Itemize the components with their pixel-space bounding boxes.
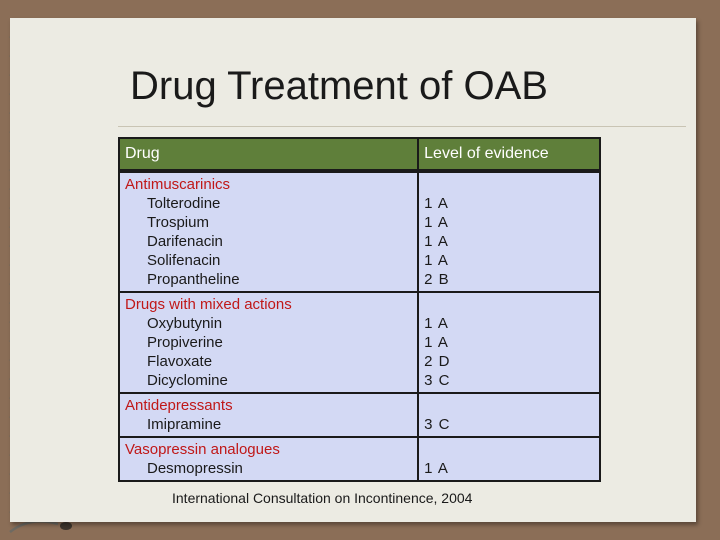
drug-name: Desmopressin [147,460,243,477]
drug-class-label: Antimuscarinics [125,176,231,193]
header-drug: Drug [119,138,418,171]
drug-name: Solifenacin [147,252,221,269]
evidence-level: 1 A [424,334,449,351]
drug-name: Propiverine [147,334,223,351]
drug-cell [119,393,418,437]
drug-name: Trospium [147,214,209,231]
title-divider [118,126,686,127]
drug-name: Propantheline [147,271,240,288]
evidence-level: 1 A [424,233,449,250]
evidence-level: 1 A [424,252,449,269]
punch-hole [60,522,72,530]
evidence-level: 2 B [424,271,450,288]
drug-class-label: Drugs with mixed actions [125,296,292,313]
level-cell [418,437,600,481]
level-cell [418,393,600,437]
level-cell [418,171,600,292]
drug-name: Darifenacin [147,233,223,250]
drug-name: Tolterodine [147,195,221,212]
source-citation: International Consultation on Incontinence, 2004 [172,490,473,506]
level-cell [418,292,600,393]
drug-class-label: Antidepressants [125,397,233,414]
drug-name: Flavoxate [147,353,213,370]
table-row [119,292,600,393]
spiral-coil [10,521,58,532]
evidence-level: 3 C [424,372,451,389]
drug-table [118,137,601,482]
drug-cell [119,171,418,292]
table-row [119,393,600,437]
table-row [119,437,600,481]
header-level-of-evidence: Level of evidence [418,138,600,171]
evidence-level: 2 D [424,353,451,370]
evidence-level: 1 A [424,195,449,212]
drug-name: Oxybutynin [147,315,223,332]
evidence-level: 1 A [424,460,449,477]
drug-name: Imipramine [147,416,222,433]
drug-cell [119,437,418,481]
evidence-level: 3 C [424,416,451,433]
drug-class-label: Vasopressin analogues [125,441,280,458]
table-header-row [119,138,600,171]
drug-cell [119,292,418,393]
table-row [119,171,600,292]
evidence-level: 1 A [424,315,449,332]
drug-name: Dicyclomine [147,372,228,389]
slide-title: Drug Treatment of OAB [130,64,548,108]
evidence-level: 1 A [424,214,449,231]
